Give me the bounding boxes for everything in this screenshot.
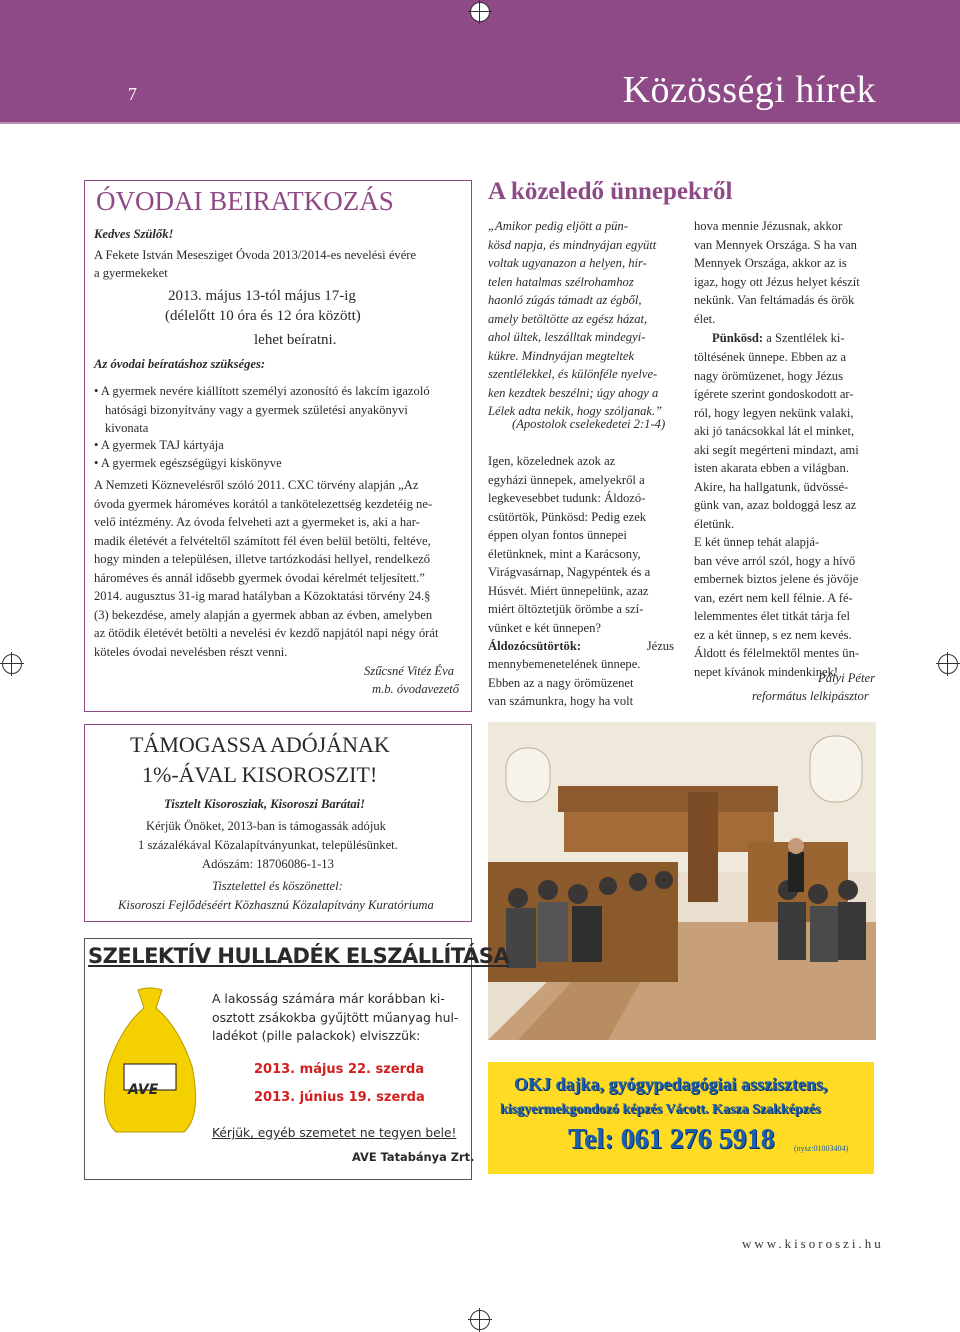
enrollment-note: lehet beíratni. xyxy=(254,332,337,348)
column-line: nagy örömüzenet, hogy Jézus xyxy=(694,368,843,383)
column-line: igaz, hogy ott Jézus helyet készít xyxy=(694,274,860,289)
quote-line: haonló zúgás támadt az égből, xyxy=(488,293,642,307)
support-title-2: 1%-ÁVAL KISOROSZIT! xyxy=(142,762,378,787)
signature-title: m.b. óvodavezető xyxy=(372,682,460,696)
body-line: köteles óvodai nevelésben részt venni. xyxy=(94,644,288,659)
okj-code: (nysz:01003404) xyxy=(794,1144,849,1153)
quote-line: „Amikor pedig eljött a pün- xyxy=(488,219,628,233)
intro-line-1: A Fekete István Mesesziget Óvoda 2013/2014-es nevelési évére xyxy=(94,248,417,262)
requirement-item: • A gyermek nevére kiállított személyi azonosító és lakcím igazoló xyxy=(94,384,430,398)
intro-line-2: a gyermekeket xyxy=(94,266,168,280)
column-line: ígérete szerint gondoskodott ar- xyxy=(694,387,854,401)
column-line: Igen, közelednek azok az xyxy=(488,454,616,468)
column-line: embernek biztos jelene és jövője xyxy=(694,572,859,586)
requirements-title: Az óvodai beíratáshoz szükséges: xyxy=(94,357,266,371)
scripture-reference: (Apostolok cselekedetei 2:1-4) xyxy=(512,417,666,431)
header-divider xyxy=(0,122,960,156)
column-line: életünknek, mint a Karácsony, xyxy=(488,546,641,561)
column-line: aki jó tanácsokkal lát el minket, xyxy=(694,424,855,438)
scripture-quote xyxy=(488,217,678,421)
tax-id: Adószám: 18706086-1-13 xyxy=(202,857,334,871)
footer-website: www.kisoroszi.hu xyxy=(742,1236,884,1251)
quote-line: kükre. Mindnyájan megteltek xyxy=(488,348,635,363)
column-line: töltésének ünnepe. Ebben az a xyxy=(694,350,847,364)
okj-line-2: kisgyermekgondozó képzés Vácott. Kasza Szakképzés xyxy=(500,1102,821,1117)
column-line: csütörtök, Pünkösd: Pedig ezek xyxy=(488,509,647,524)
column-line: Ebben az a nagy örömüzenet xyxy=(488,675,634,690)
column-line: Akire, ha hallgatunk, üdvössé- xyxy=(694,479,849,494)
column-line: életünk. xyxy=(694,516,735,531)
column-line: van számunkra, hogy ha volt xyxy=(488,694,634,708)
column-line: élet. xyxy=(694,311,716,326)
registration-mark-icon xyxy=(470,2,490,22)
requirement-item: • A gyermek egészségügyi kiskönyve xyxy=(94,456,282,470)
ascension-line: Áldozócsütörtök: Jézus xyxy=(488,639,674,653)
okj-line-1: OKJ dajka, gyógypedagógiai asszisztens, xyxy=(514,1074,828,1094)
body-line: A Nemzeti Köznevelésről szóló 2011. CXC törvény alapján „Az xyxy=(94,478,419,492)
body-line: hároméves és annál idősebb gyermek óvodai kérelmét teljesített.” xyxy=(94,570,425,585)
column-line: egyházi ünnepek, amelyekről a xyxy=(488,472,645,487)
holiday-column-2-mid xyxy=(694,348,880,681)
column-line: éppen olyan fontos ünnepei xyxy=(488,528,627,542)
section-title: Közösségi hírek xyxy=(622,69,876,111)
collection-date-2: 2013. június 19. szerda xyxy=(254,1090,425,1105)
column-line: vünket e két ünnepen? xyxy=(488,620,601,635)
waste-company: AVE Tatabánya Zrt. xyxy=(352,1150,475,1164)
enrollment-date: 2013. május 13-tól május 17-ig xyxy=(168,288,356,304)
column-line: miért öltöztetjük örömbe a szí- xyxy=(488,602,644,616)
body-line: hogy minden a településen, illetve tartózkodási hellyel, rendelkező xyxy=(94,552,431,566)
pentecost-line: Pünkösd: a Szentlélek ki- xyxy=(712,331,845,345)
holiday-title: A közeledő ünnepekről xyxy=(488,178,733,205)
garbage-bag-icon xyxy=(98,986,202,1136)
quote-line: ken kezdtek beszélni; úgy ahogy a xyxy=(488,385,659,400)
collection-date-1: 2013. május 22. szerda xyxy=(254,1062,425,1077)
column-line: Húsvét. Miért ünnepelünk, azaz xyxy=(488,583,649,598)
body-line: az ötödik életévét betölti a nevelési év kezdő napjától napi négy órát xyxy=(94,626,439,640)
column-line: van, ezért nem kell félnie. A fé- xyxy=(694,590,853,605)
column-line: legkevesebbet tudunk: Áldozó- xyxy=(488,491,646,505)
support-title-1: TÁMOGASSA ADÓJÁNAK xyxy=(130,732,390,757)
column-line: nepet kívánok mindenkinek! xyxy=(694,664,839,679)
registration-mark-icon xyxy=(470,1310,490,1330)
holiday-column-1 xyxy=(488,452,674,637)
support-org: Kisoroszi Fejlődéséért Közhasznú Közalapítvány Kuratóriuma xyxy=(118,898,434,912)
column-line: günk van, azaz boldoggá lesz az xyxy=(694,498,857,512)
body-line: (3) bekezdése, amely alapján a gyermek abban az évben, amelyben xyxy=(94,607,433,622)
registration-mark-icon xyxy=(2,654,22,674)
quote-line: telen hatalmas szélrohamhoz xyxy=(488,274,634,289)
kindergarten-body xyxy=(94,476,462,661)
body-line: velő intézmény. Az óvoda felveheti azt a gyermeket is, aki a har- xyxy=(94,515,420,529)
signature-name: Szűcsné Vitéz Éva xyxy=(364,664,454,678)
support-line-1: Kérjük Önöket, 2013-ban is támogassák adójuk xyxy=(146,819,386,833)
support-closing: Tisztelettel és köszönettel: xyxy=(212,879,343,893)
quote-line: Lélek adta nekik, hogy szóljanak.” xyxy=(488,404,663,418)
church-photo xyxy=(488,722,876,1040)
author-name: Pályi Péter xyxy=(818,671,875,685)
column-line: mennybemenetelének ünnepe. xyxy=(488,657,641,671)
column-line: aki segít megérteni mindazt, ami xyxy=(694,442,859,457)
quote-line: ahol ültek, leszálltak mindegyi- xyxy=(488,330,646,344)
column-line: ban véve arról szól, hogy a hívő xyxy=(694,553,856,568)
kindergarten-title: ÓVODAI BEIRATKOZÁS xyxy=(96,186,394,216)
support-salutation: Tisztelt Kisorosziak, Kisoroszi Barátai! xyxy=(164,797,366,811)
column-line: E két ünnep tehát alapjá- xyxy=(694,535,820,549)
quote-line: amely betöltötte az egész házat, xyxy=(488,311,648,326)
holiday-column-1-tail xyxy=(488,655,674,711)
waste-text: A lakosság számára már korábban ki- osztott zsákokba gyűjtött műanyag hul- ladékot (pille palackok) elviszzük: xyxy=(212,991,459,1043)
quote-line: kösd napja, és mindnyájan együtt xyxy=(488,237,657,252)
column-line: isten akarata ebben a világban. xyxy=(694,461,849,475)
column-line: ról, hogy legyen nekünk valaki, xyxy=(694,405,854,420)
column-line: nekünk. Van feltámadás és örök xyxy=(694,293,855,307)
page-number: 7 xyxy=(128,84,137,104)
body-line: 2014. augusztus 31-ig marad hatályban a Közoktatási törvény 24.§ xyxy=(94,589,431,603)
column-line: ez a két ünnep, s ez nem kevés. xyxy=(694,627,852,642)
greeting: Kedves Szülők! xyxy=(94,227,174,241)
waste-note: Kérjük, egyéb szemetet ne tegyen bele! xyxy=(212,1126,457,1140)
quote-line: szentlélekkel, és különféle nyelve- xyxy=(488,367,658,381)
bag-logo: AVE xyxy=(128,1082,159,1098)
author-title: református lelkipásztor xyxy=(752,689,869,703)
enrollment-hours: (délelőtt 10 óra és 12 óra között) xyxy=(165,308,361,324)
column-line: Virágvasárnap, Nagypéntek és a xyxy=(488,565,651,579)
waste-title: SZELEKTÍV HULLADÉK ELSZÁLLÍTÁSA xyxy=(88,944,510,968)
okj-phone: Tel: 061 276 5918 xyxy=(568,1124,775,1155)
column-line: hova mennie Jézusnak, akkor xyxy=(694,219,843,233)
requirement-item: • A gyermek TAJ kártyája xyxy=(94,438,224,452)
column-line: Mennyek Országa, akkor az is xyxy=(694,256,847,270)
support-line-2: 1 százalékával Közalapítványunkat, településünket. xyxy=(138,838,398,852)
requirement-item-cont: kivonata xyxy=(105,421,149,435)
requirement-item-cont: hatósági bizonyítvány vagy a gyermek születési anyakönyvi xyxy=(105,403,408,417)
registration-mark-icon xyxy=(938,654,958,674)
column-line: van Mennyek Országa. S ha van xyxy=(694,237,857,252)
holiday-column-2 xyxy=(694,217,880,328)
body-line: madik életévét a felvételtől számított fél éven belül betölti, feltéve, xyxy=(94,533,431,548)
column-line: lelemmentes élet titkát tárja fel xyxy=(694,609,850,623)
column-line: Áldott és félelmektől mentes ün- xyxy=(694,646,860,660)
quote-line: voltak ugyanazon a helyen, hir- xyxy=(488,256,647,270)
body-line: óvoda gyermek hároméves korától a tankötelezettség kezdetéig ne- xyxy=(94,496,433,511)
